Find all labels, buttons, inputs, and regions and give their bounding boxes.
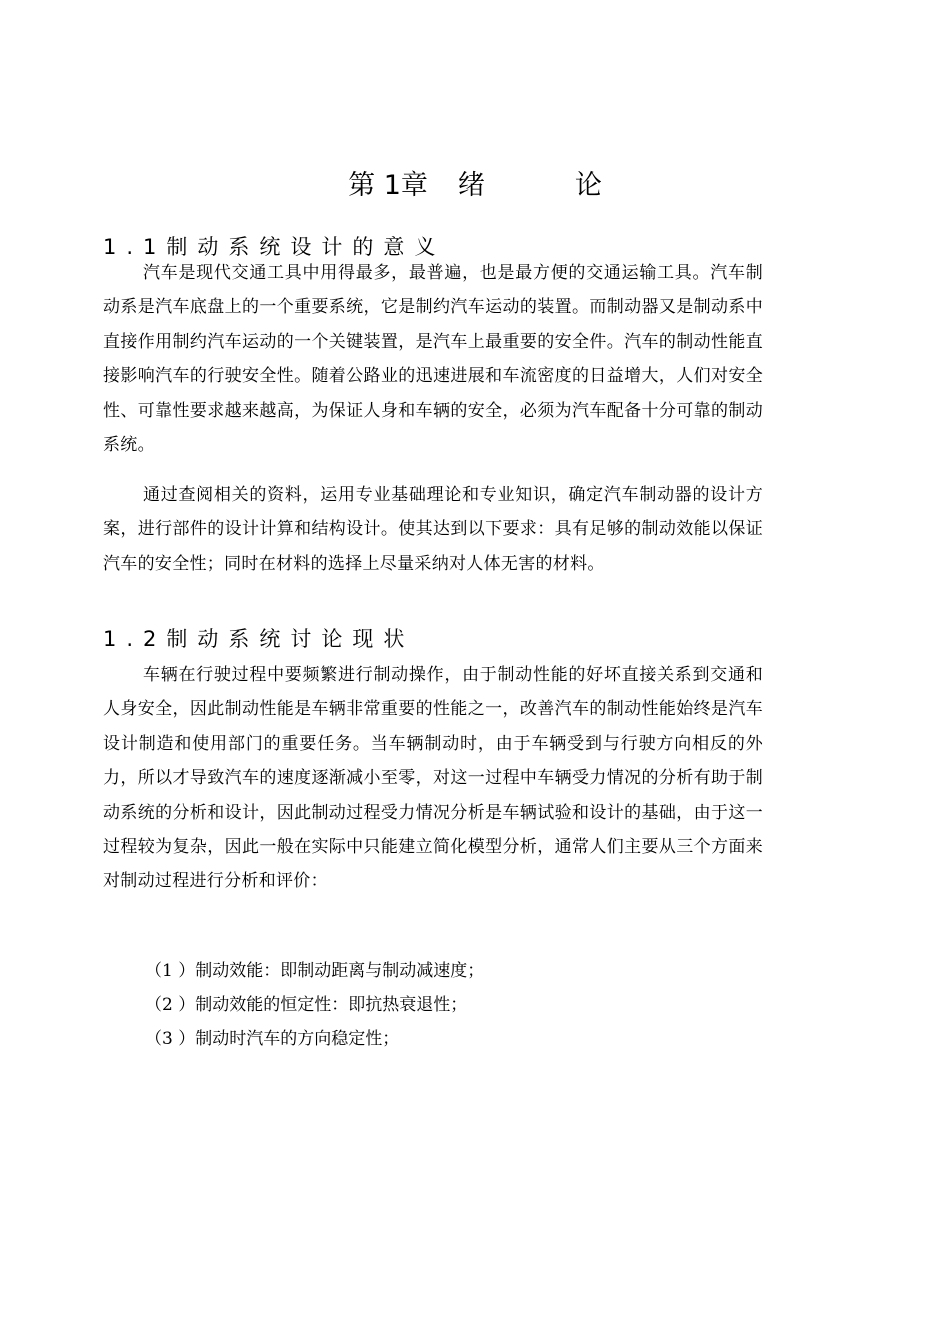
chapter-number: 第 1章 [348, 170, 428, 201]
list-item-1: （1 ）制动效能：即制动距离与制动减速度； [145, 961, 485, 981]
chapter-title [0, 166, 950, 206]
section-heading-1-2: 1.2制动系统讨论现状 [103, 627, 415, 651]
paragraph-1-1-b: 通过查阅相关的资料，运用专业基础理论和专业知识，确定汽车制动器的设计方案，进行部件的设计计算和结构设计。使其达到以下要求：具有足够的制动效能以保证汽车的安全性；同时在材料的选择上尽量采纳对人体无害的材料。 [103, 485, 763, 574]
section-heading-1-1: 1.1制动系统设计的意义 [103, 235, 446, 259]
paragraph-1-1-a: 汽车是现代交通工具中用得最多，最普遍，也是最方便的交通运输工具。汽车制动系是汽车底盘上的一个重要系统，它是制约汽车运动的装置。而制动器又是制动系中直接作用制约汽车运动的一个关键装置，是汽车上最重要的安全件。汽车的制动性能直接影响汽车的行驶安全性。随着公路业的迅速进展和车流密度的日益增大，人们对安全性、可靠性要求越来越高，为保证人身和车辆的安全，必须为汽车配备十分可靠的制动系统。 [103, 263, 763, 456]
chapter-title-part1: 绪 [457, 170, 485, 201]
paragraph-1-2-a: 车辆在行驶过程中要频繁进行制动操作，由于制动性能的好坏直接关系到交通和人身安全，因此制动性能是车辆非常重要的性能之一，改善汽车的制动性能始终是汽车设计制造和使用部门的重要任务。当车辆制动时，由于车辆受到与行驶方向相反的外力，所以才导致汽车的速度逐渐减小至零，对这一过程中车辆受力情况的分析有助于制动系统的分析和设计，因此制动过程受力情况分析是车辆试验和设计的基础，由于这一过程较为复杂，因此一般在实际中只能建立简化模型分析，通常人们主要从三个方面来对制动过程进行分析和评价： [103, 665, 763, 892]
chapter-title-part2: 论 [574, 170, 602, 201]
list-item-2: （2 ）制动效能的恒定性：即抗热衰退性； [145, 995, 468, 1015]
list-item-3: （3 ）制动时汽车的方向稳定性； [145, 1029, 400, 1049]
